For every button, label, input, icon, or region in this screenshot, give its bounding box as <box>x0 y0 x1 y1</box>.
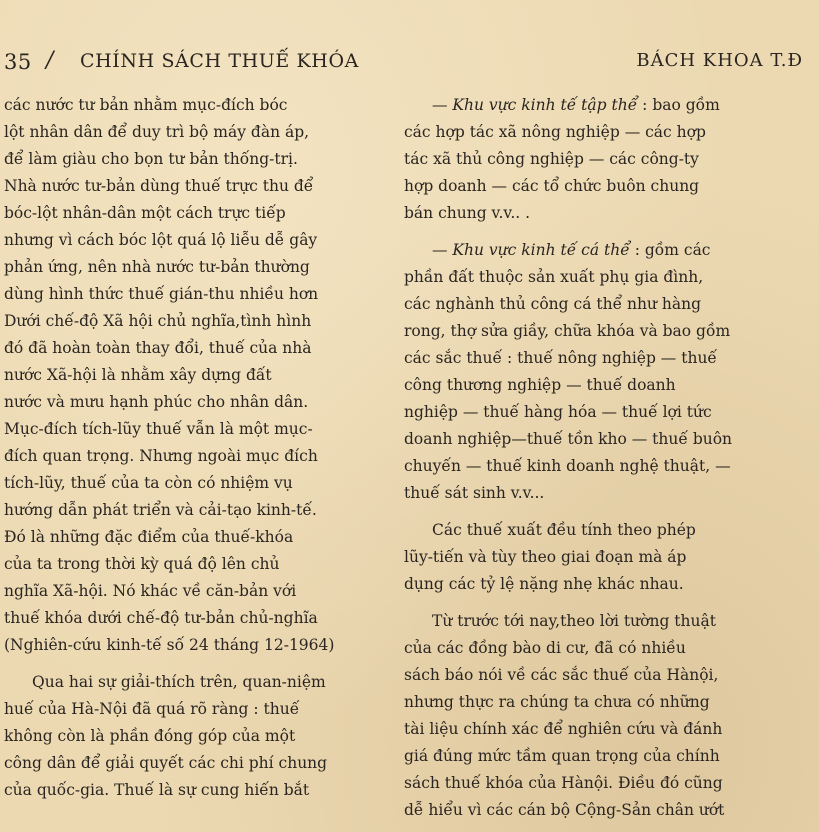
text-line: sách thuế khóa của Hànội. Điều đó cũng <box>404 774 723 792</box>
paragraph-gap <box>404 227 788 237</box>
citation-line: (Nghiên-cứu kinh-tế số 24 tháng 12-1964) <box>4 636 335 654</box>
text-line: Mục-đích tích-lũy thuế vẫn là một mục- <box>4 420 313 438</box>
text-line: lột nhân dân để duy trì bộ máy đàn áp, <box>4 123 310 141</box>
text-line: dễ hiểu vì các cán bộ Cộng-Sản chân ướt <box>404 801 725 819</box>
text-line: của các đồng bào di cư, đã có nhiều <box>404 639 686 657</box>
text-line: của ta trong thời kỳ quá độ lên chủ <box>4 555 280 573</box>
text-line: phản ứng, nên nhà nước tư-bản thường <box>4 258 310 276</box>
text-line: giá đúng mức tầm quan trọng của chính <box>404 747 720 765</box>
header-separator: / <box>46 48 54 73</box>
journal-title: BÁCH KHOA T.Đ <box>636 50 803 71</box>
section-title: CHÍNH SÁCH THUẾ KHÓA <box>80 50 359 72</box>
text-line: nghiệp — thuế hàng hóa — thuế lợi tức <box>404 403 712 421</box>
text-line: không còn là phần đóng góp của một <box>4 727 296 745</box>
paragraph-gap <box>404 507 788 517</box>
text-line: nhưng vì cách bóc lột quá lộ liễu dễ gây <box>4 231 318 249</box>
text-line: dùng hình thức thuế gián-thu nhiều hơn <box>4 285 319 303</box>
text-line: thuế khóa dưới chế-độ tư-bản chủ-nghĩa <box>4 609 318 627</box>
text-line: phần đất thuộc sản xuất phụ gia đình, <box>404 268 704 286</box>
text-line: Qua hai sự giải-thích trên, quan-niệm <box>32 673 326 691</box>
text-line: huế của Hà-Nội đã quá rõ ràng : thuế <box>4 700 300 718</box>
text-line: chuyến — thuế kinh doanh nghệ thuật, — <box>404 457 731 475</box>
text-line: tích-lũy, thuế của ta còn có nhiệm vụ <box>4 474 293 492</box>
text-line: công dân để giải quyết các chi phí chung <box>4 754 328 772</box>
text-line: Dưới chế-độ Xã hội chủ nghĩa,tình hình <box>4 312 312 330</box>
text-line: nhưng thực ra chúng ta chưa có những <box>404 693 710 711</box>
text-line: sách báo nói về các sắc thuế của Hànội, <box>404 666 719 684</box>
text-line: công thương nghiệp — thuế doanh <box>404 376 676 394</box>
text-line: các nước tư bản nhằm mục-đích bóc <box>4 96 288 114</box>
text-line: nghĩa Xã-hội. Nó khác về căn-bản với <box>4 582 297 600</box>
text-line: Các thuế xuất đều tính theo phép <box>432 521 696 539</box>
left-column <box>4 92 382 804</box>
text-line: lũy-tiến và tùy theo giai đoạn mà áp <box>404 548 687 566</box>
text-line: các sắc thuế : thuế nông nghiệp — thuế <box>404 349 717 367</box>
section-lead: — Khu vực kinh tế cá thể <box>432 241 630 259</box>
text-line: nước và mưu hạnh phúc cho nhân dân. <box>4 393 309 411</box>
text-line: đích quan trọng. Nhưng ngoài mục đích <box>4 447 318 465</box>
text-line: nước Xã-hội là nhằm xây dựng đất <box>4 366 272 384</box>
text-line: Nhà nước tư-bản dùng thuế trực thu để <box>4 177 314 195</box>
page-number: 35 <box>4 50 32 74</box>
text-line: tác xã thủ công nghiệp — các công-ty <box>404 150 699 168</box>
text-line: dụng các tỷ lệ nặng nhẹ khác nhau. <box>404 575 684 593</box>
section-lead: — Khu vực kinh tế tập thể <box>432 96 638 114</box>
text-line: bóc-lột nhân-dân một cách trực tiếp <box>4 204 286 222</box>
text-line: các nghành thủ công cá thể như hàng <box>404 295 702 313</box>
text-line: hướng dẫn phát triển và cải-tạo kinh-tế. <box>4 501 317 519</box>
paragraph-gap <box>4 659 382 669</box>
text-line <box>404 237 788 264</box>
page-header <box>0 44 819 80</box>
text-line: bán chung v.v.. . <box>404 204 531 222</box>
text-span: : gồm các <box>629 241 711 259</box>
text-line: Từ trước tới nay,theo lời tường thuật <box>432 612 716 630</box>
text-line: của quốc-gia. Thuế là sự cung hiến bắt <box>4 781 310 799</box>
text-line: doanh nghiệp—thuế tồn kho — thuế buôn <box>404 430 733 448</box>
text-line: rong, thợ sửa giầy, chữa khóa và bao gồm <box>404 322 731 340</box>
right-column <box>404 92 788 824</box>
text-line: thuế sát sinh v.v... <box>404 484 545 502</box>
text-line: Đó là những đặc điểm của thuế-khóa <box>4 528 294 546</box>
text-span: : bao gồm <box>637 96 720 114</box>
text-line <box>404 92 788 119</box>
text-line: để làm giàu cho bọn tư bản thống-trị. <box>4 150 298 168</box>
text-line: đó đã hoàn toàn thay đổi, thuế của nhà <box>4 339 312 357</box>
text-line: hợp doanh — các tổ chức buôn chung <box>404 177 700 195</box>
paragraph-gap <box>404 598 788 608</box>
text-line: các hợp tác xã nông nghiệp — các hợp <box>404 123 706 141</box>
text-line: tài liệu chính xác để nghiên cứu và đánh <box>404 720 723 738</box>
